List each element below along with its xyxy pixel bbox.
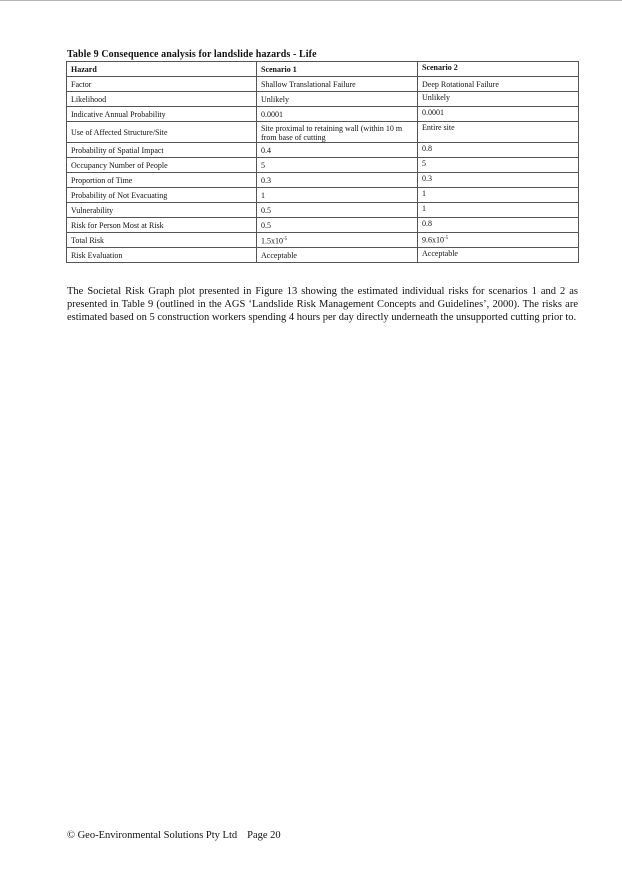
table-row bbox=[67, 188, 579, 203]
table-row bbox=[67, 233, 579, 248]
scenario-1-value: Unlikely bbox=[257, 92, 418, 107]
scenario-1-value: 5 bbox=[257, 158, 418, 173]
row-label: Risk Evaluation bbox=[67, 248, 257, 263]
scenario-1-value: 0.4 bbox=[257, 143, 418, 158]
table-row bbox=[67, 218, 579, 233]
scenario-1-value: Shallow Translational Failure bbox=[257, 77, 418, 92]
table-row bbox=[67, 158, 579, 173]
row-label: Vulnerability bbox=[67, 203, 257, 218]
total-risk-base: 9.6x10 bbox=[422, 235, 444, 245]
table-caption: Table 9 Consequence analysis for landslide hazards - Life bbox=[67, 49, 317, 60]
table-row bbox=[67, 143, 579, 158]
scenario-1-value: 0.3 bbox=[257, 173, 418, 188]
scenario-1-value bbox=[257, 233, 418, 248]
row-label: Likelihood bbox=[67, 92, 257, 107]
total-risk-base: 1.5x10 bbox=[261, 236, 283, 246]
top-border bbox=[0, 0, 622, 1]
table-header-row bbox=[67, 62, 579, 77]
scenario-1-value: Site proximal to retaining wall (within 10 m from base of cutting bbox=[257, 122, 418, 143]
table-row bbox=[67, 248, 579, 263]
header-hazard: Hazard bbox=[67, 62, 257, 77]
scenario-1-value: 0.5 bbox=[257, 218, 418, 233]
row-label: Occupancy Number of People bbox=[67, 158, 257, 173]
row-label: Indicative Annual Probability bbox=[67, 107, 257, 122]
consequence-table bbox=[66, 61, 579, 263]
total-risk-exponent: -5 bbox=[444, 236, 449, 241]
scenario-2-value: 0.8 bbox=[418, 143, 579, 158]
row-label: Risk for Person Most at Risk bbox=[67, 218, 257, 233]
table-row bbox=[67, 107, 579, 122]
scenario-2-value: Acceptable bbox=[418, 248, 579, 263]
table-row bbox=[67, 92, 579, 107]
row-label: Probability of Spatial Impact bbox=[67, 143, 257, 158]
header-scenario-1: Scenario 1 bbox=[257, 62, 418, 77]
page-number: Page 20 bbox=[247, 830, 281, 841]
scenario-2-value: Deep Rotational Failure bbox=[418, 77, 579, 92]
scenario-2-value: 1 bbox=[418, 188, 579, 203]
page-footer bbox=[67, 830, 281, 841]
table-row bbox=[67, 77, 579, 92]
header-scenario-2: Scenario 2 bbox=[418, 62, 579, 77]
scenario-2-value: 0.8 bbox=[418, 218, 579, 233]
scenario-2-value: 0.0001 bbox=[418, 107, 579, 122]
scenario-1-value: 0.0001 bbox=[257, 107, 418, 122]
scenario-1-value: 0.5 bbox=[257, 203, 418, 218]
scenario-2-value: Unlikely bbox=[418, 92, 579, 107]
table-row bbox=[67, 203, 579, 218]
copyright-text: © Geo-Environmental Solutions Pty Ltd bbox=[67, 830, 238, 841]
row-label: Use of Affected Structure/Site bbox=[67, 122, 257, 143]
scenario-1-value: 1 bbox=[257, 188, 418, 203]
scenario-2-value: 0.3 bbox=[418, 173, 579, 188]
scenario-2-value: 5 bbox=[418, 158, 579, 173]
row-label: Factor bbox=[67, 77, 257, 92]
scenario-2-value: 1 bbox=[418, 203, 579, 218]
table-row bbox=[67, 122, 579, 143]
scenario-1-value: Acceptable bbox=[257, 248, 418, 263]
scenario-2-value bbox=[418, 233, 579, 248]
table-row bbox=[67, 173, 579, 188]
row-label: Probability of Not Evacuating bbox=[67, 188, 257, 203]
total-risk-exponent: -5 bbox=[283, 237, 288, 243]
row-label: Proportion of Time bbox=[67, 173, 257, 188]
scenario-2-value: Entire site bbox=[418, 122, 579, 143]
body-paragraph: The Societal Risk Graph plot presented in Figure 13 showing the estimated individual risks for scenarios 1 and 2 as presented in Table 9 (outlined in the AGS ‘Landslide Risk Management Concepts and Guidelines’, 2000). The risks are estimated based on 5 construction workers spending 4 hours per day directly underneath the unsupported cutting prior to. bbox=[67, 286, 578, 323]
row-label: Total Risk bbox=[67, 233, 257, 248]
